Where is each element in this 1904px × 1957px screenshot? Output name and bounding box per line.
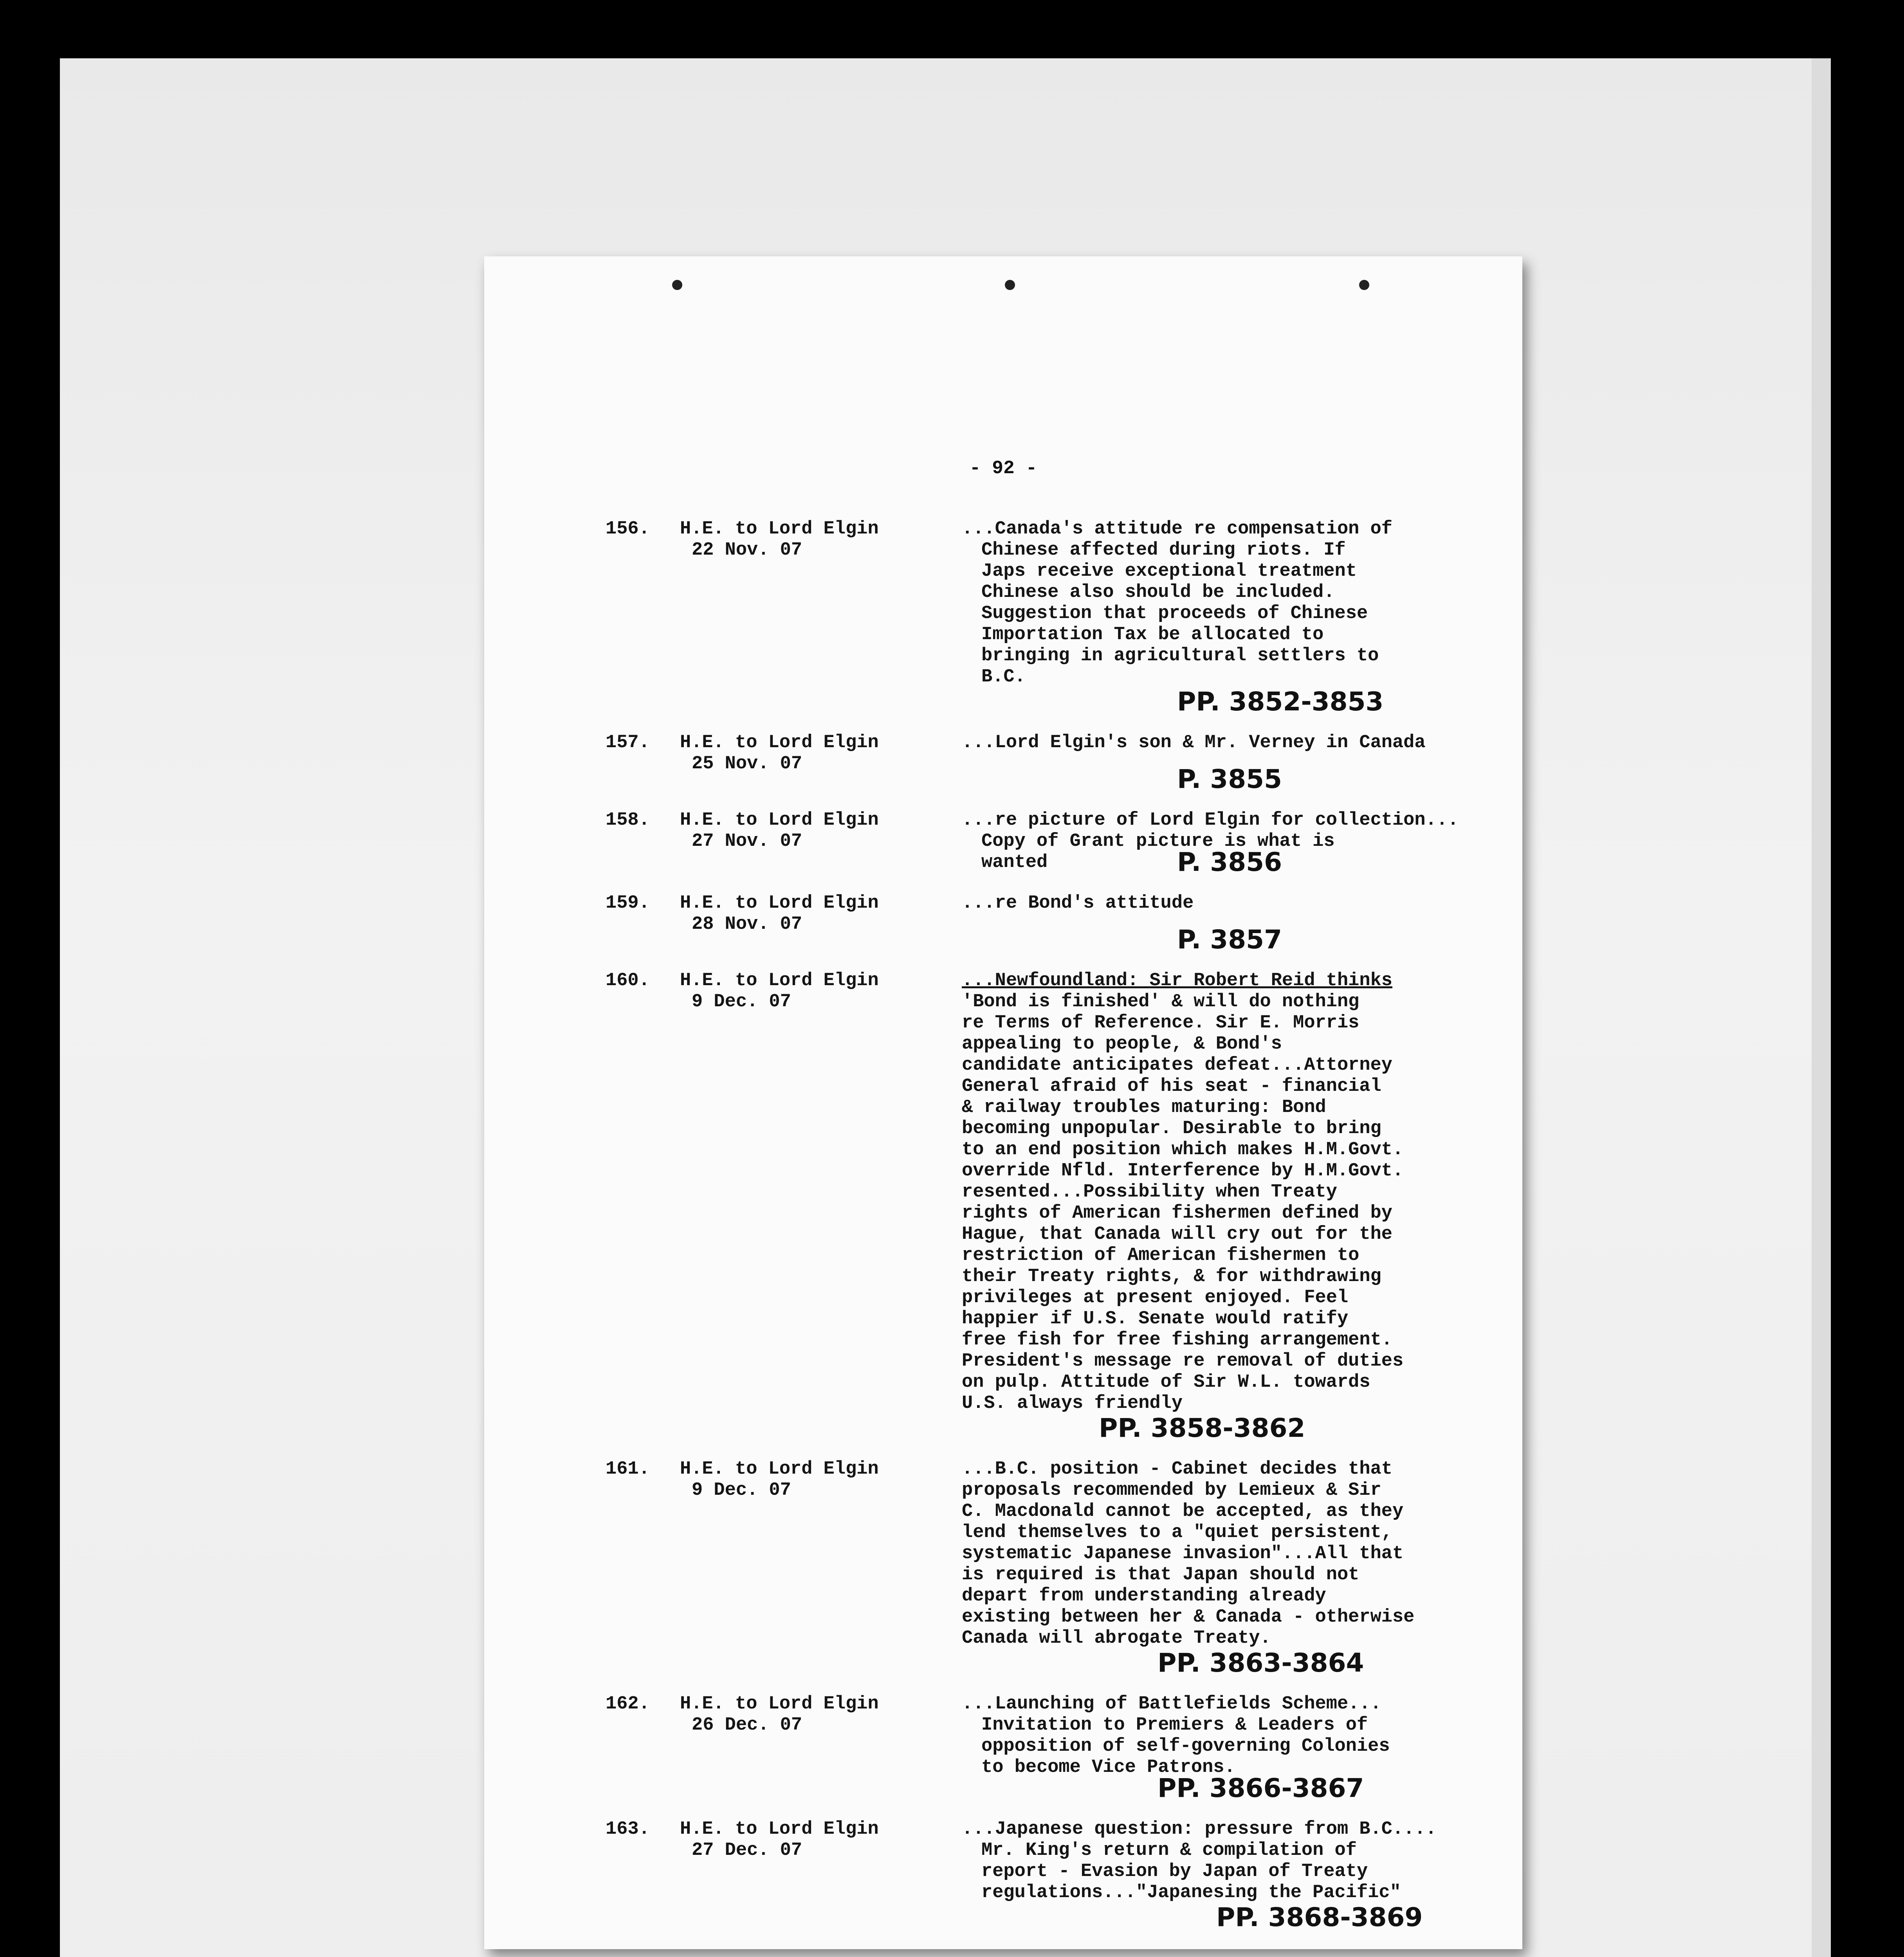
entry-161 [606, 1459, 1511, 1676]
entry-subject: ...re picture of Lord Elgin for collection... [962, 810, 1459, 831]
entry-number: 156. [606, 519, 650, 539]
entry-158 [606, 810, 1511, 875]
entry-162 [606, 1694, 1511, 1801]
entry-correspondents: H.E. to Lord Elgin [680, 1459, 879, 1479]
entry-subject: ...re Bond's attitude [962, 893, 1194, 914]
film-frame-edge [1812, 58, 1830, 1957]
handwritten-page-ref: P. 3856 [1177, 847, 1282, 877]
entry-date: 9 Dec. 07 [692, 1480, 791, 1501]
entry-list [606, 519, 1511, 1948]
entry-subject: ...Japanese question: pressure from B.C.... [962, 1819, 1437, 1840]
entry-correspondents: H.E. to Lord Elgin [680, 970, 879, 991]
entry-number: 161. [606, 1459, 650, 1479]
entry-date: 27 Nov. 07 [692, 831, 802, 852]
entry-correspondents: H.E. to Lord Elgin [680, 810, 879, 831]
entry-subject: ...Launching of Battlefields Scheme... [962, 1694, 1381, 1714]
entry-date: 27 Dec. 07 [692, 1840, 802, 1861]
entry-number: 159. [606, 893, 650, 914]
entry-subject: ...Lord Elgin's son & Mr. Verney in Canada [962, 732, 1426, 753]
entry-body: proposals recommended by Lemieux & Sir C. Macdonald cannot be accepted, as they lend themselves to a "quiet persistent, systematic Japanese invasion"...All that is required is that Japan should not depart from understanding already existing between her & Canada - otherwise Canada will abrogate Treaty. [962, 1480, 1415, 1649]
entry-date: 26 Dec. 07 [692, 1715, 802, 1735]
handwritten-page-ref: P. 3857 [1177, 924, 1282, 955]
entry-163 [606, 1819, 1511, 1930]
entry-body: Invitation to Premiers & Leaders of opposition of self-governing Colonies to become Vice Patrons. [981, 1715, 1390, 1778]
entry-subject: ...Newfoundland: Sir Robert Reid thinks [962, 970, 1392, 991]
punch-hole [1005, 280, 1015, 290]
entry-number: 157. [606, 732, 650, 753]
entry-subject: ...Canada's attitude re compensation of [962, 519, 1392, 539]
entry-body: Mr. King's return & compilation of report - Evasion by Japan of Treaty regulations..."Japanesing the Pacific" [981, 1840, 1401, 1903]
entry-date: 25 Nov. 07 [692, 753, 802, 774]
entry-159 [606, 893, 1511, 955]
entry-correspondents: H.E. to Lord Elgin [680, 519, 879, 539]
entry-date: 28 Nov. 07 [692, 914, 802, 935]
entry-body: 'Bond is finished' & will do nothing re Terms of Reference. Sir E. Morris appealing to people, & Bond's candidate anticipates defeat...Attorney General afraid of his seat - financial & railway troubles maturing: Bond becoming unpopular. Desirable to bring to an end position which makes H.M.Govt. override Nfld. Interference by H.M.Govt. resented...Possibility when Treaty rights of American fishermen defined by Hague, that Canada will cry out for the restriction of American fishermen to their Treaty rights, & for withdrawing privileges at present enjoyed. Feel happier if U.S. Senate would ratify free fish for free fishing arrangement. President's message re removal of duties on pulp. Attitude of Sir W.L. towards U.S. always friendly [962, 991, 1404, 1414]
entry-160 [606, 970, 1511, 1441]
handwritten-page-ref: PP. 3852-3853 [1177, 687, 1384, 717]
punch-hole [1359, 280, 1369, 290]
entry-date: 22 Nov. 07 [692, 540, 802, 560]
entry-body: Chinese affected during riots. If Japs receive exceptional treatment Chinese also should be included. Suggestion that proceeds of Chinese Importation Tax be allocated to bringing in agricultural settlers to B.C. [981, 540, 1379, 687]
document-page [484, 256, 1522, 1949]
handwritten-page-ref: PP. 3858-3862 [1099, 1413, 1305, 1443]
handwritten-page-ref: P. 3855 [1177, 764, 1282, 794]
entry-correspondents: H.E. to Lord Elgin [680, 1819, 879, 1840]
handwritten-page-ref: PP. 3866-3867 [1158, 1773, 1364, 1803]
entry-number: 162. [606, 1694, 650, 1714]
entry-156 [606, 519, 1511, 717]
entry-body: Copy of Grant picture is what is wanted [981, 831, 1335, 873]
entry-number: 158. [606, 810, 650, 831]
entry-correspondents: H.E. to Lord Elgin [680, 893, 879, 914]
entry-subject: ...B.C. position - Cabinet decides that [962, 1459, 1392, 1479]
handwritten-page-ref: PP. 3863-3864 [1158, 1648, 1364, 1678]
punch-hole [672, 280, 682, 290]
entry-correspondents: H.E. to Lord Elgin [680, 1694, 879, 1714]
page-number: - 92 - [969, 458, 1037, 479]
handwritten-page-ref: PP. 3868-3869 [1216, 1902, 1423, 1932]
entry-number: 160. [606, 970, 650, 991]
entry-correspondents: H.E. to Lord Elgin [680, 732, 879, 753]
entry-157 [606, 732, 1511, 792]
entry-date: 9 Dec. 07 [692, 991, 791, 1012]
entry-number: 163. [606, 1819, 650, 1840]
